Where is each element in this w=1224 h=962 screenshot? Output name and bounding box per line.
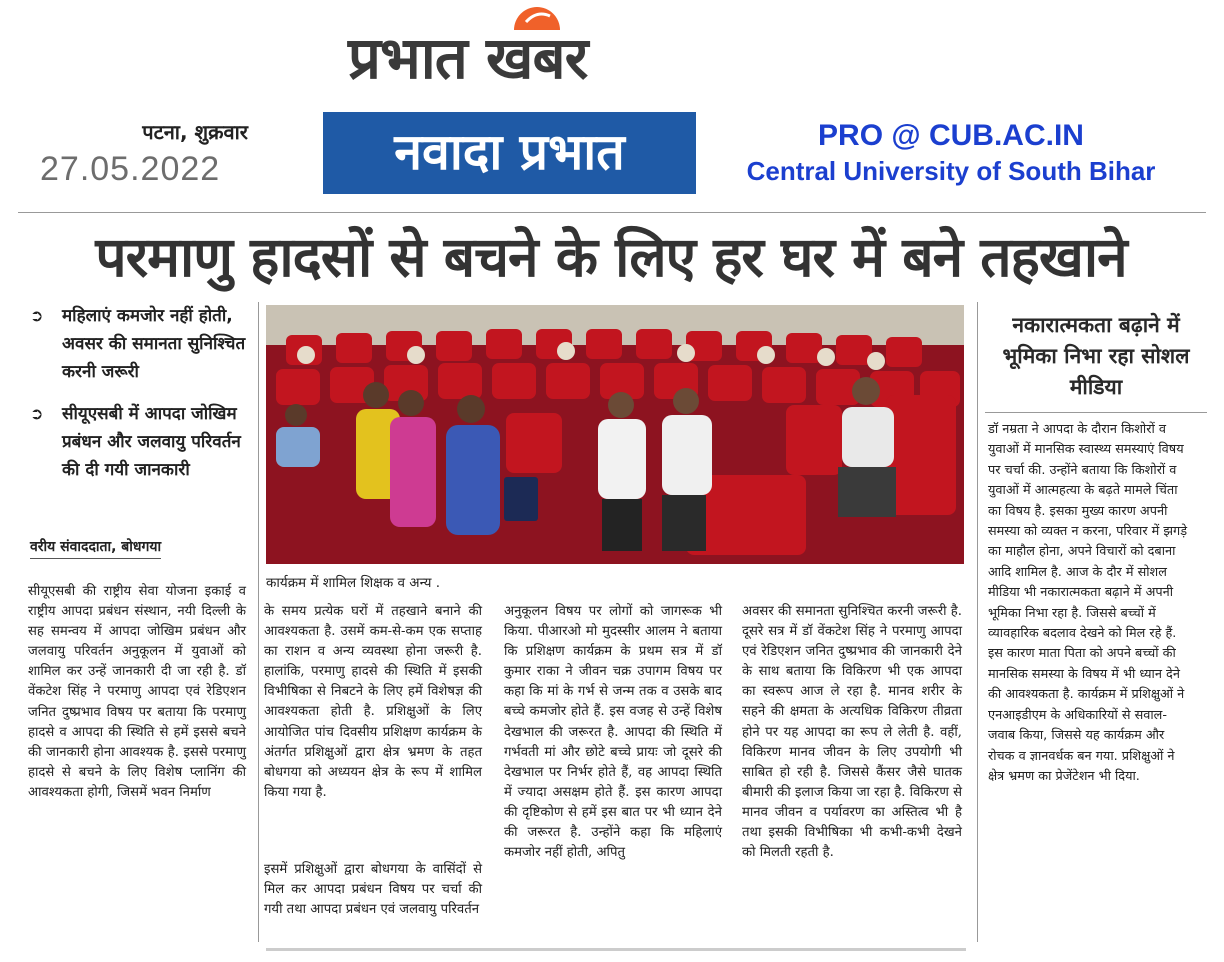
article-column-1: सीयूएसबी की राष्ट्रीय सेवा योजना इकाई व राष्ट्रीय आपदा प्रबंधन संस्थान, नयी दिल्ली के सह समन्वय में आपदा जोखिम प्रबंधन और जलवायु परिवर्तन अनुकूलन में युवाओं को शामिल कर उन्हें जानकारी दी जा रही है. डॉ वेंकटेश सिंह ने परमाणु आपदा एवं रेडिएशन जनित दुष्प्रभाव विषय पर बताया कि परमाणु हादसे व आपदा की स्थिति से हमें इससे बचने की जानकारी होना आवश्यक है. इससे परमाणु हादसे से बचने के लिए विशेष प्लानिंग की आवश्यकता होगी, जिसमें भवन निर्माण [28, 584, 246, 800]
photo-caption: कार्यक्रम में शामिल शिक्षक व अन्य . [266, 575, 441, 591]
article-column-2b: इसमें प्रशिक्षुओं द्वारा बोधगया के वासिंदों से मिल कर आपदा प्रबंधन विषय पर चर्चा की गयी तथा आपदा प्रबंधन एवं जलवायु परिवर्तन [264, 862, 482, 918]
pro-university: Central University of South Bihar [746, 156, 1156, 186]
sidebar-headline: नकारात्मकता बढ़ाने में भूमिका निभा रहा सोशल मीडिया [1002, 313, 1190, 399]
summary-bullet-2 [30, 400, 255, 484]
sidebar-body: डॉ नम्रता ने आपदा के दौरान किशोरों व युवाओं में मानसिक स्वास्थ्य समस्याएं विषय पर चर्चा की. उन्होंने बताया कि किशोरों व युवाओं में आत्महत्या के बढ़ते मामले चिंता का विषय है. इसका मुख्य कारण अपनी समस्या को व्यक्त न करना, परिवार में झगड़े का माहौल होना, अपने विचारों को दबाना आदि शामिल है. आज के दौर में सोशल मीडिया भी नकारात्मकता बढ़ाने में अपनी भूमिका निभा रहा है. जिससे बच्चों में व्यावहारिक बदलाव देखने को मिल रहे हैं. इस कारण माता पिता को अपने बच्चों की मानसिक समस्या के विषय में भी ध्यान देने की आवश्यकता है. कार्यक्रम में प्रशिक्षुओं ने एनआइडीएम के अधिकारियों से सवाल-जवाब किया, जिससे यह कार्यक्रम और रोचक व ज्ञानवर्धक बन गया. प्रशिक्षुओं ने क्षेत्र भ्रमण का प्रेजेंटेशन भी दिया. [988, 422, 1188, 784]
pro-email: PRO @ CUB.AC.IN [818, 119, 1084, 152]
byline: वरीय संवाददाता, बोधगया [30, 537, 161, 559]
article-column-2a: के समय प्रत्येक घरों में तहखाने बनाने की आवश्यकता है. उसमें कम-से-कम एक सप्ताह का राशन व अन्य व्यवस्था होना जरूरी है. हालांकि, परमाणु हादसे की स्थिति में इसकी विभीषिका से निबटने के लिए हमें विशेषज्ञ की आवश्यकता होती है. प्रशिक्षुओं के लिए आयोजित पांच दिवसीय प्रशिक्षण कार्यक्रम के अंतर्गत प्रशिक्षुओं द्वारा क्षेत्र भ्रमण के तहत बोधगया को अध्ययन क्षेत्र के रूप में शामिल किया गया है. [264, 604, 482, 800]
sidebar-rule [985, 412, 1207, 413]
arrow-icon: ➲ [30, 404, 44, 423]
pro-credit [735, 118, 1167, 188]
summary-bullet-1 [30, 302, 255, 386]
article-column-4: अवसर की समानता सुनिश्चित करनी जरूरी है. दूसरे सत्र में डॉ वेंकटेश सिंह ने परमाणु आपदा एवं रेडिएशन जनित दुष्प्रभाव की जानकारी देने के साथ बताया कि विकिरण भी एक आपदा का स्वरूप आज ले रहा है. मानव शरीर के सहने की क्षमता के अत्यधिक विकिरण तीव्रता होने पर यह आपदा का रूप ले लेती है. वहीं, विकिरण मानव जीवन के लिए उपयोगी भी साबित हो रही है. जिससे कैंसर जैसे घातक बीमारी की इलाज किया जा रहा है. विकिरण से मानव जीवन व पर्यावरण का अस्तित्व भी है तथा इसकी विभीषिका भी कभी-कभी देखने को मिलती रहती है. [742, 604, 962, 861]
event-photo [266, 305, 964, 564]
edition-title: नवादा प्रभात [323, 112, 696, 194]
bottom-rule [266, 948, 966, 951]
newspaper-masthead [330, 2, 710, 90]
arrow-icon: ➲ [30, 306, 44, 325]
masthead-title: प्रभात खबर [348, 24, 588, 92]
column-rule [977, 302, 978, 942]
dateline-city-day: पटना, शुक्रवार [142, 120, 248, 144]
article-headline: परमाणु हादसों से बचने के लिए हर घर में बने तहखाने [95, 225, 1127, 289]
dateline-date: 27.05.2022 [40, 150, 221, 188]
summary-bullet-text: सीयूएसबी में आपदा जोखिम प्रबंधन और जलवायु परिवर्तन की दी गयी जानकारी [62, 404, 241, 480]
summary-bullet-text: महिलाएं कमजोर नहीं होती, अवसर की समानता सुनिश्चित करनी जरूरी [62, 306, 246, 382]
article-column-3: अनुकूलन विषय पर लोगों को जागरूक भी किया. पीआरओ मो मुदस्सीर आलम ने बताया कि प्रशिक्षण कार्यक्रम के प्रथम सत्र में डॉ कुमार राका ने जीवन चक्र उपागम विषय पर कहा कि मां के गर्भ से जन्म तक व उसके बाद बच्चे कमजोर होते हैं. इस वजह से उन्हें विशेष देखभाल की जरूरत है. आपदा की स्थिति में गर्भवती मां और छोटे बच्चे प्रायः जो दूसरे की देखभाल पर निर्भर होते हैं, वह आपदा स्थिति में ज्यादा असक्षम होते हैं. इस कारण आपदा की दृष्टिकोण से हमें इस बात पर भी ध्यान देने की जरूरत है. उन्होंने कहा कि महिलाएं कमजोर नहीं होती, अपितु [504, 604, 722, 861]
column-rule [258, 302, 259, 942]
top-rule [18, 212, 1206, 213]
auditorium-photo-illustration [266, 305, 964, 564]
